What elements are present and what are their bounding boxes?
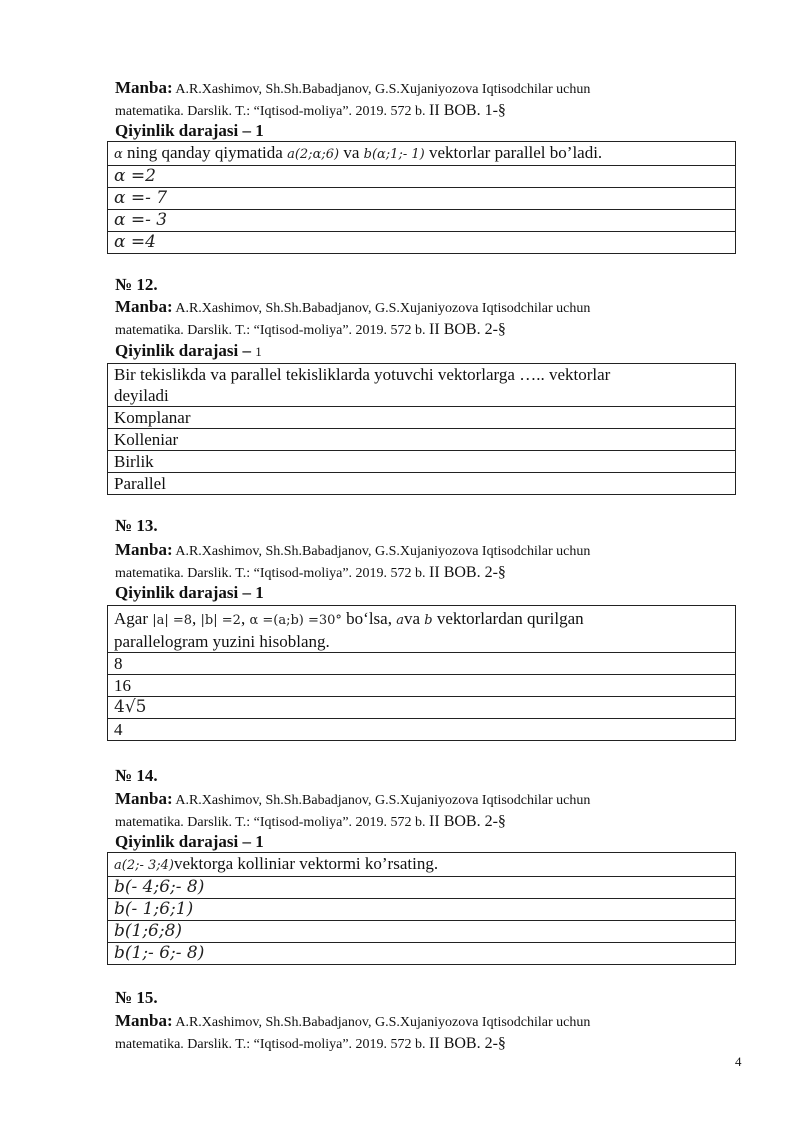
question-prompt: Bir tekislikda va parallel tekisliklarda yotuvchi vektorlarga ….. vektorlar deyiladi [108, 364, 736, 407]
page-number: 4 [735, 1054, 742, 1069]
answer-option: 4√5 [108, 697, 736, 719]
answer-option: b(1;- 6;- 8) [108, 943, 736, 965]
answer-option: b(- 1;6;1) [108, 899, 736, 921]
answer-option: 16 [108, 675, 736, 697]
answer-option: α =2 [108, 166, 736, 188]
question-table [107, 852, 736, 965]
question-table [107, 363, 736, 495]
source-citation: Manba: A.R.Xashimov, Sh.Sh.Babadjanov, G.S.Xujaniyozova Iqtisodchilar uchun matematika. Darslik. T.: “Iqtisod-moliya”. 2019. 572 b. II BOB. 2-§ [115, 789, 591, 830]
answer-option: α =4 [108, 232, 736, 254]
answer-option: Kolleniar [108, 429, 736, 451]
difficulty-level: Qiyinlik darajasi – 1 [115, 341, 262, 360]
question-number: № 14. [115, 766, 158, 785]
question-prompt: α ning qanday qiymatida a(2;α;6) va b(α;1;- 1) vektorlar parallel bo’ladi. [108, 142, 736, 166]
answer-option: 8 [108, 653, 736, 675]
difficulty-level: Qiyinlik darajasi – 1 [115, 121, 264, 140]
source-citation: Manba: A.R.Xashimov, Sh.Sh.Babadjanov, G.S.Xujaniyozova Iqtisodchilar uchun matematika. Darslik. T.: “Iqtisod-moliya”. 2019. 572 b. II BOB. 1-§ [115, 78, 591, 119]
answer-option: Parallel [108, 473, 736, 495]
answer-option: Komplanar [108, 407, 736, 429]
source-citation: Manba: A.R.Xashimov, Sh.Sh.Babadjanov, G.S.Xujaniyozova Iqtisodchilar uchun matematika. Darslik. T.: “Iqtisod-moliya”. 2019. 572 b. II BOB. 2-§ [115, 297, 591, 338]
question-prompt: Agar |a| =8, |b| =2, α =(a;b) =30° bo‘lsa, ava b vektorlardan qurilgan parallelogram yuzini hisoblang. [108, 606, 736, 653]
question-table [107, 141, 736, 254]
difficulty-level: Qiyinlik darajasi – 1 [115, 832, 264, 851]
question-prompt: a(2;- 3;4)vektorga kolliniar vektormi ko’rsating. [108, 853, 736, 877]
question-number: № 12. [115, 275, 158, 294]
answer-option: α =- 3 [108, 210, 736, 232]
source-citation: Manba: A.R.Xashimov, Sh.Sh.Babadjanov, G.S.Xujaniyozova Iqtisodchilar uchun matematika. Darslik. T.: “Iqtisod-moliya”. 2019. 572 b. II BOB. 2-§ [115, 1011, 591, 1052]
question-number: № 13. [115, 516, 158, 535]
answer-option: b(1;6;8) [108, 921, 736, 943]
difficulty-level: Qiyinlik darajasi – 1 [115, 583, 264, 602]
question-number: № 15. [115, 988, 158, 1007]
question-table [107, 605, 736, 741]
answer-option: b(- 4;6;- 8) [108, 877, 736, 899]
source-citation: Manba: A.R.Xashimov, Sh.Sh.Babadjanov, G.S.Xujaniyozova Iqtisodchilar uchun matematika. Darslik. T.: “Iqtisod-moliya”. 2019. 572 b. II BOB. 2-§ [115, 540, 591, 581]
answer-option: 4 [108, 719, 736, 741]
answer-option: α =- 7 [108, 188, 736, 210]
answer-option: Birlik [108, 451, 736, 473]
